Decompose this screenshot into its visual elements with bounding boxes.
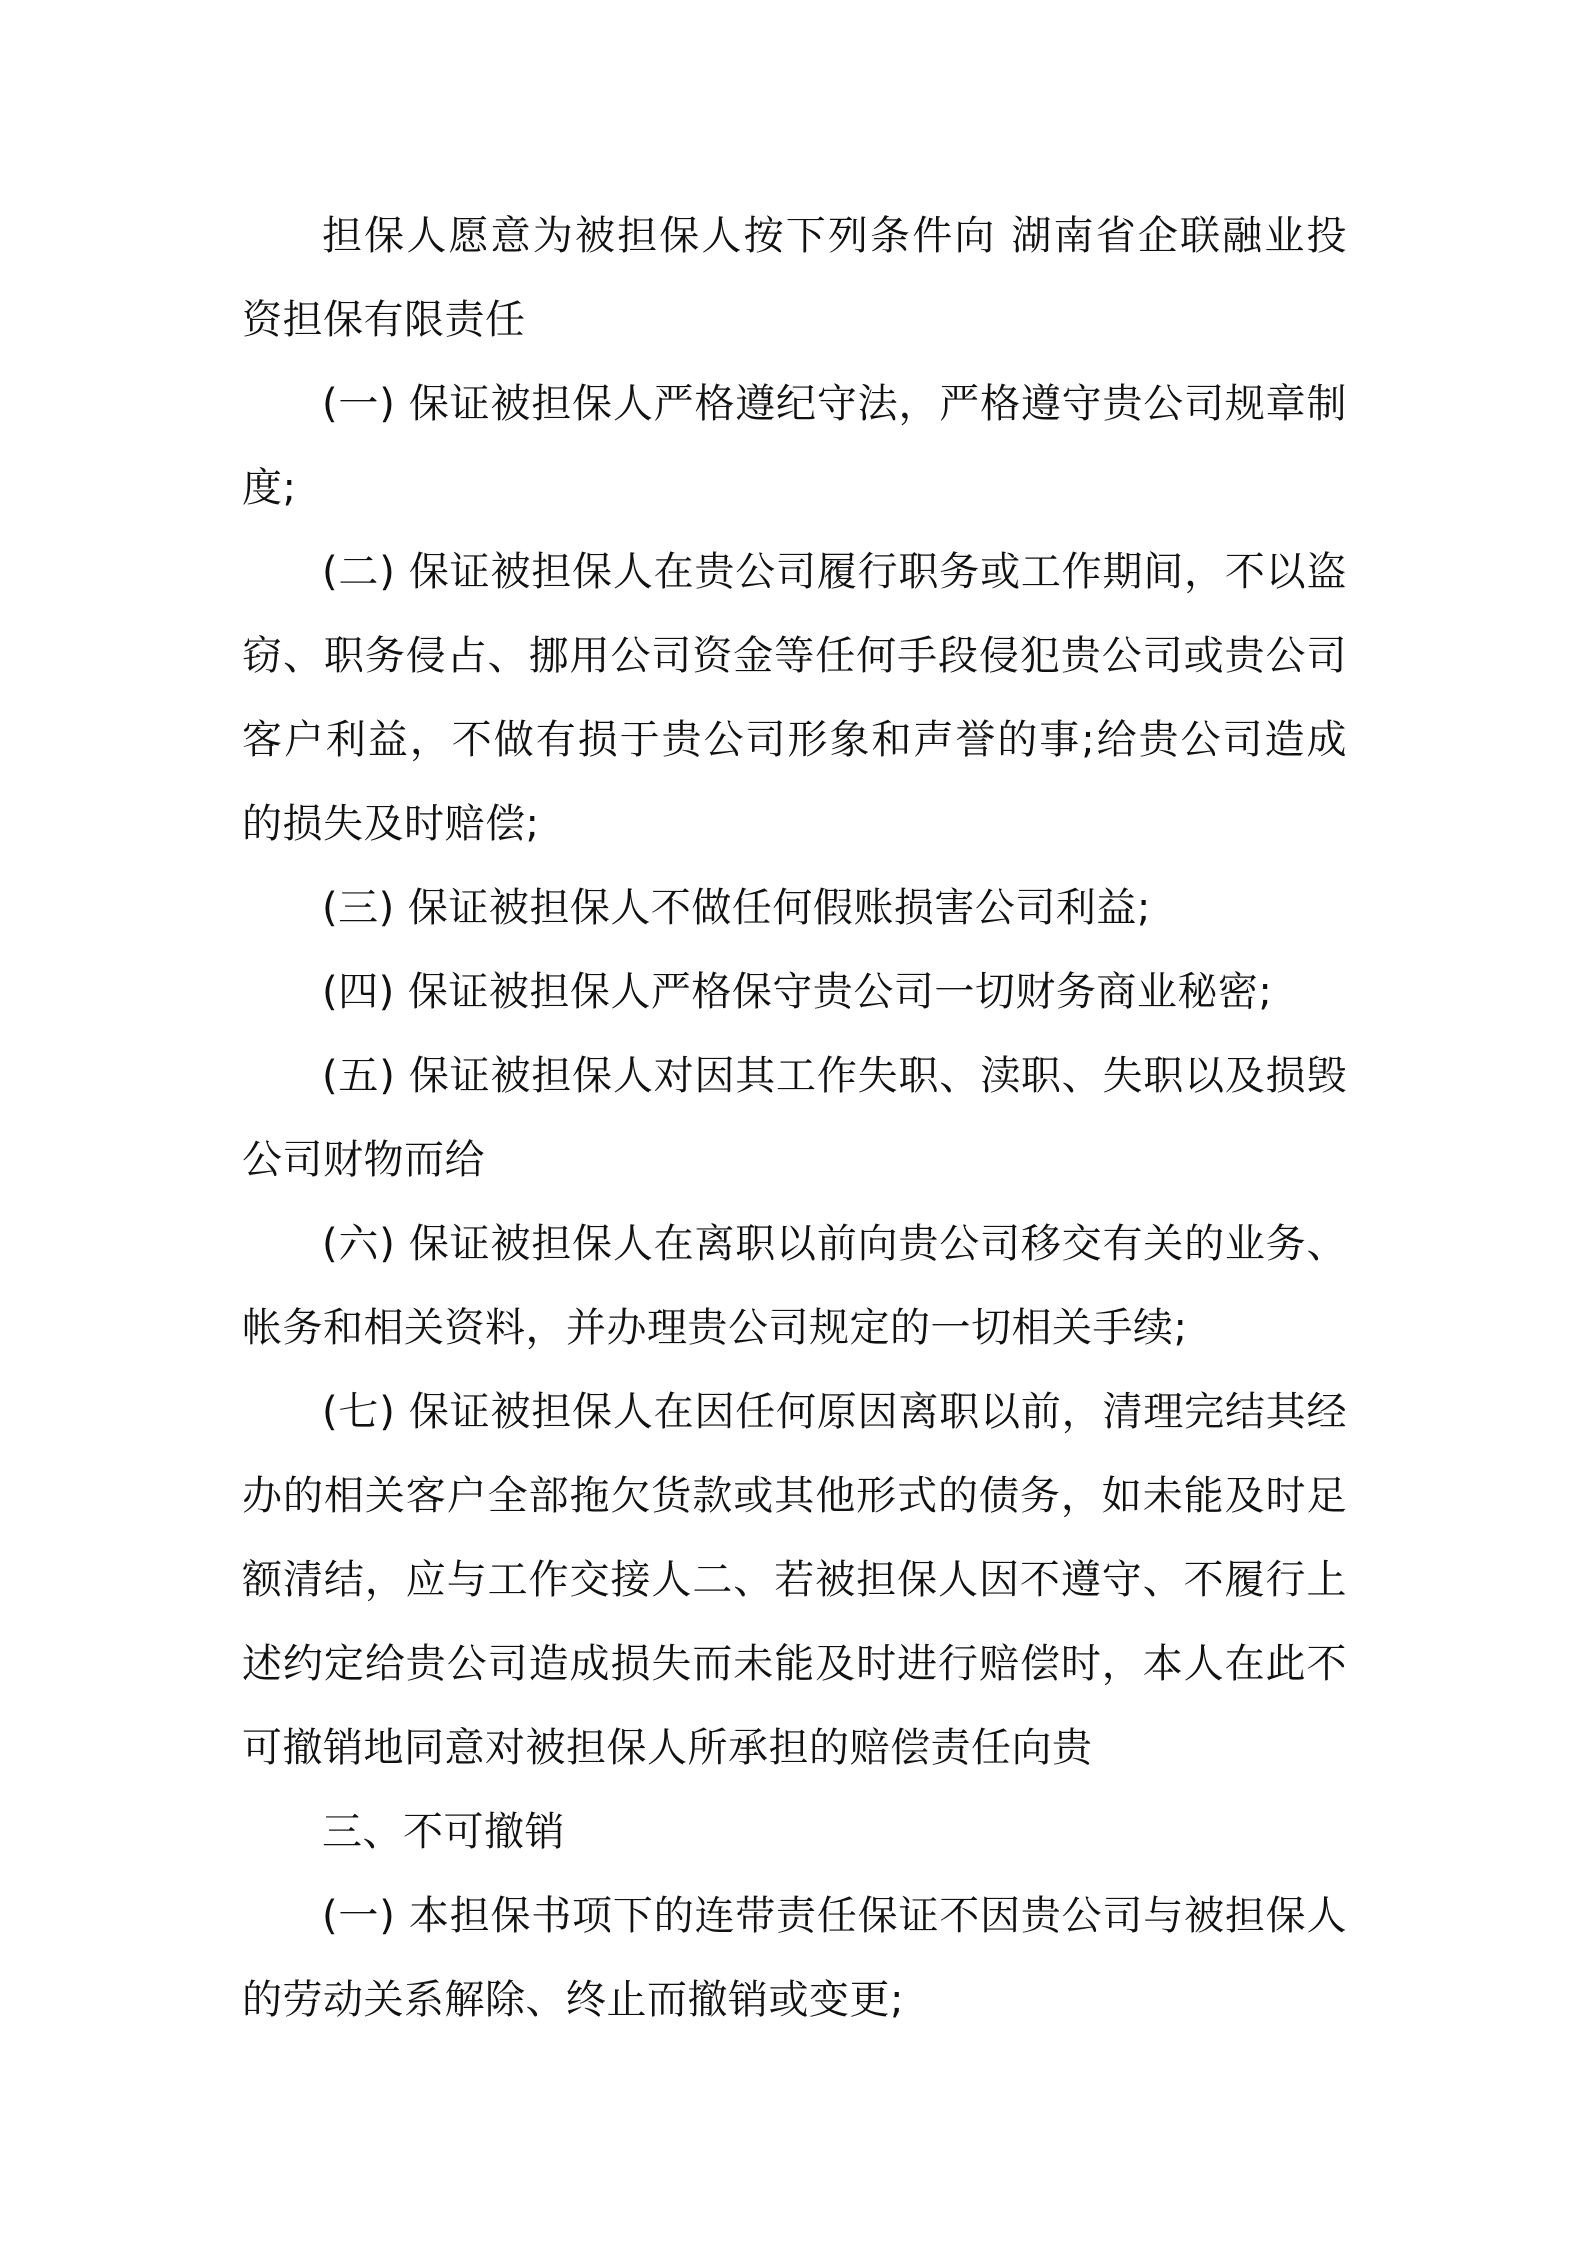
paragraph-clause-6: (六) 保证被担保人在离职以前向贵公司移交有关的业务、帐务和相关资料，并办理贵公司规定的一切相关手续; <box>242 1221 1347 1351</box>
paragraph-clause-3: (三) 保证被担保人不做任何假账损害公司利益; <box>322 885 1151 931</box>
document-body <box>242 194 1347 2042</box>
paragraph-clause-7: (七) 保证被担保人在因任何原因离职以前，清理完结其经办的相关客户全部拖欠货款或其他形式的债务，如未能及时足额清结，应与工作交接人二、若被担保人因不遵守、不履行上述约定给贵公司造成损失而未能及时进行赔偿时，本人在此不可撤销地同意对被担保人所承担的赔偿责任向贵 <box>242 1389 1347 1771</box>
paragraph-clause-1: (一) 保证被担保人严格遵纪守法，严格遵守贵公司规章制度; <box>242 381 1347 511</box>
paragraph-irrevocable-clause-1: (一) 本担保书项下的连带责任保证不因贵公司与被担保人的劳动关系解除、终止而撤销或变更; <box>242 1893 1347 2023</box>
paragraph-clause-5: (五) 保证被担保人对因其工作失职、渎职、失职以及损毁公司财物而给 <box>242 1053 1347 1183</box>
paragraph-clause-2: (二) 保证被担保人在贵公司履行职务或工作期间，不以盗窃、职务侵占、挪用公司资金等任何手段侵犯贵公司或贵公司客户利益，不做有损于贵公司形象和声誉的事;给贵公司造成的损失及时赔偿; <box>242 549 1347 847</box>
section-heading-irrevocable: 三、不可撤销 <box>322 1809 565 1855</box>
paragraph-intro: 担保人愿意为被担保人按下列条件向 湖南省企联融业投资担保有限责任 <box>242 213 1347 343</box>
paragraph-clause-4: (四) 保证被担保人严格保守贵公司一切财务商业秘密; <box>322 969 1273 1015</box>
